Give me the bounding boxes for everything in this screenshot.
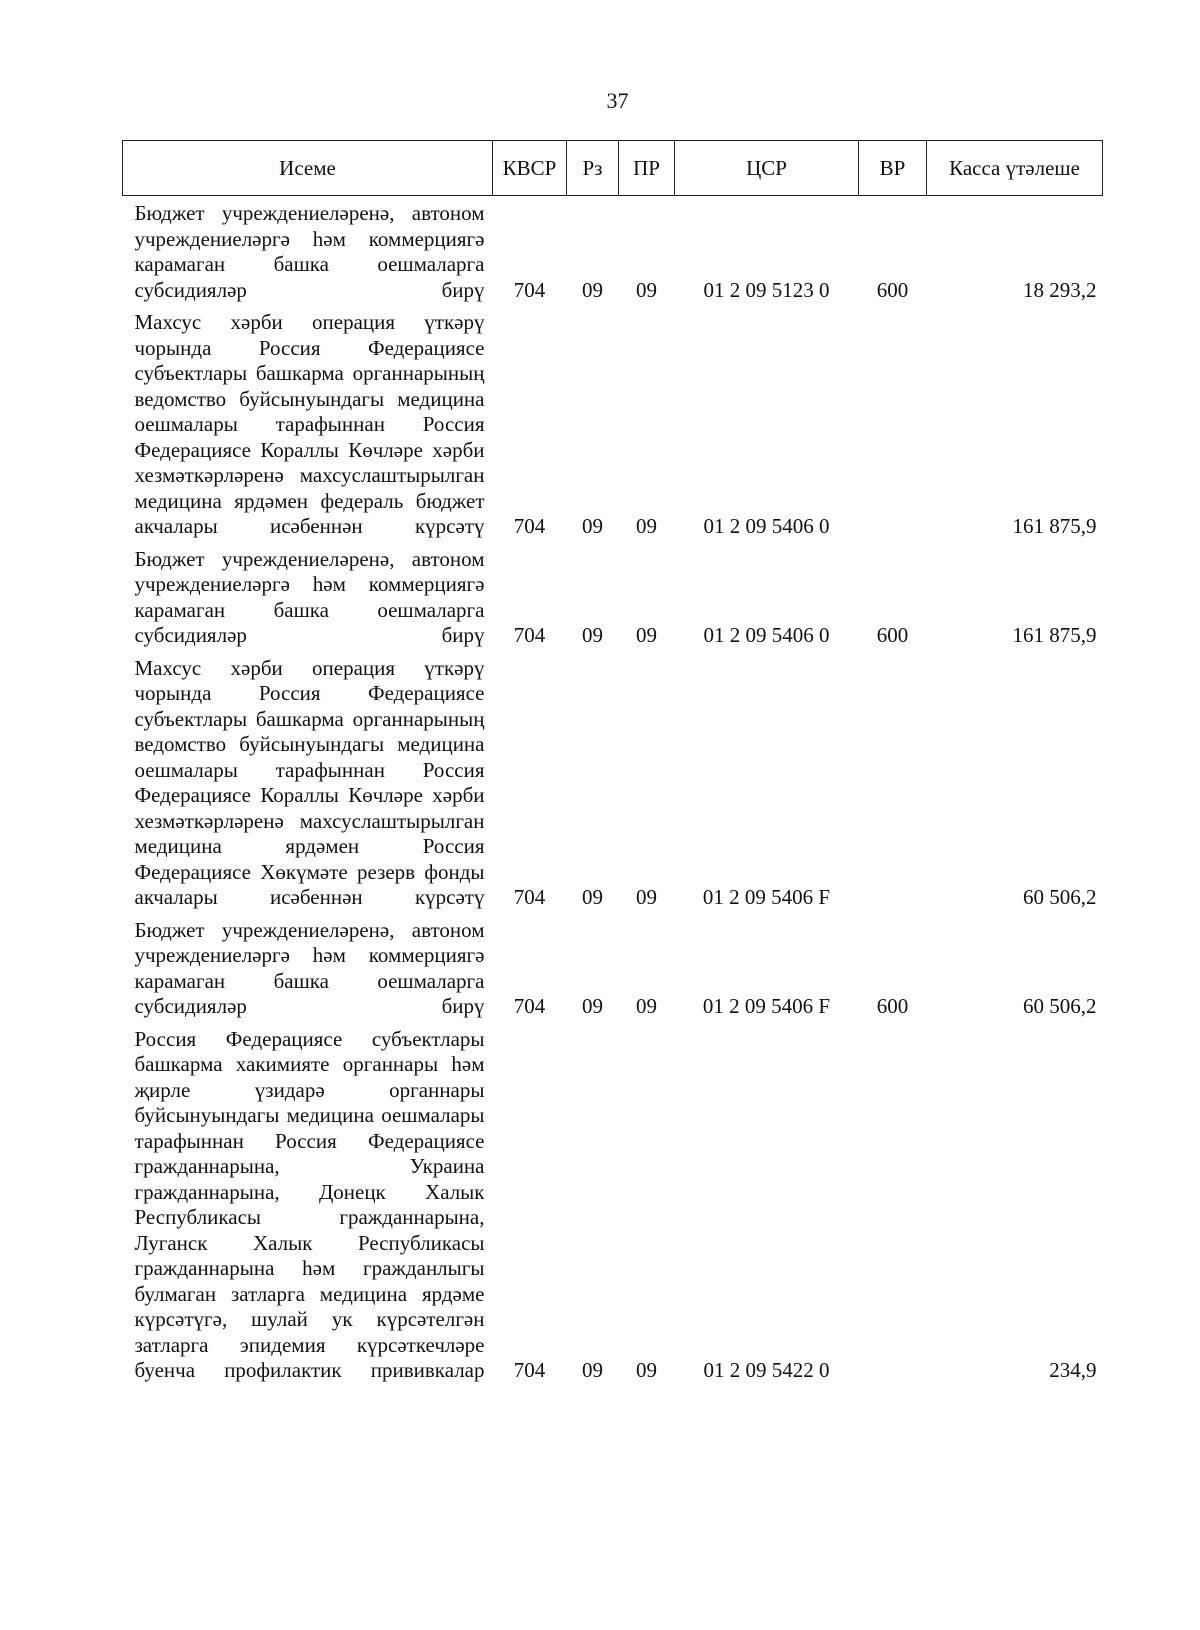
table-row: [123, 196, 1103, 309]
row-vr: [859, 654, 927, 916]
page-number: 37: [606, 88, 629, 113]
row-kassa: 60 506,2: [1023, 885, 1097, 909]
row-csr: 01 2 09 5406 F: [702, 994, 831, 1018]
row-name: Махсус хәрби операция үткәрү чорында Россия Федерациясе субъектлары башкарма органнарының ведомство буйсынуындагы медицина оешмалары тарафыннан Россия Федерациясе Кораллы Көчләре хәрби хезмәткәрләренә махсуслаштырылган медицина ярдәмен федераль бюджет акчалары исәбеннән күрсәтү: [134, 310, 485, 538]
row-csr: 01 2 09 5406 F: [702, 885, 831, 909]
row-name: Бюджет учреждениеләренә, автоном учреждениеләргә һәм коммерциягә карамаган башка оешмаларга субсидияләр бирү: [134, 917, 485, 1018]
row-csr: 01 2 09 5406 0: [703, 623, 830, 647]
table-header-row: [123, 141, 1103, 196]
row-vr: 600: [876, 623, 909, 647]
row-pr: 09: [636, 514, 657, 538]
row-vr: [859, 1025, 927, 1389]
row-pr: 09: [636, 885, 657, 909]
table-row: [123, 545, 1103, 654]
row-pr: 09: [636, 994, 657, 1018]
row-pr: 09: [636, 623, 657, 647]
row-rz: 09: [582, 514, 603, 538]
row-pr: 09: [636, 277, 657, 302]
row-rz: 09: [582, 1358, 603, 1382]
row-vr: 600: [876, 994, 909, 1018]
row-csr: 01 2 09 5123 0: [703, 277, 830, 302]
row-vr: 600: [876, 277, 909, 302]
row-kvsr: 704: [513, 994, 546, 1018]
row-csr: 01 2 09 5406 0: [703, 514, 830, 538]
row-name: Бюджет учреждениеләренә, автоном учреждениеләргә һәм коммерциягә карамаган башка оешмаларга субсидияләр бирү: [134, 546, 485, 647]
row-kassa: 60 506,2: [1023, 994, 1097, 1018]
row-kassa: 234,9: [1049, 1358, 1097, 1382]
header-kassa: Касса үтәлеше: [927, 141, 1103, 196]
table-row: [123, 654, 1103, 916]
table-row: [123, 916, 1103, 1025]
row-kvsr: 704: [513, 1358, 546, 1382]
row-name: Бюджет учреждениеләренә, автоном учреждениеләргә һәм коммерциягә карамаган башка оешмаларга субсидияләр бирү: [134, 201, 485, 302]
row-name: Россия Федерациясе субъектлары башкарма хакимияте органнары һәм җирле үзидарә органнары буйсынуындагы медицина оешмалары тарафыннан Россия Федерациясе гражданнарына, Украина гражданнарына, Донецк Халык Республикасы гражданнарына, Луганск Халык Республикасы гражданнарына һәм гражданлыгы булмаган затларга медицина ярдәме күрсәтүгә, шулай ук күрсәтелгән затларга эпидемия күрсәткечләре буенча профилактик прививкалар: [134, 1026, 485, 1382]
row-kvsr: 704: [513, 885, 546, 909]
header-rz: Рз: [567, 141, 619, 196]
row-kvsr: 704: [513, 514, 546, 538]
table-row: [123, 1025, 1103, 1389]
row-vr: [859, 308, 927, 545]
row-rz: 09: [582, 277, 603, 302]
row-pr: 09: [636, 1358, 657, 1382]
header-name: Исеме: [123, 141, 493, 196]
row-kassa: 18 293,2: [1023, 277, 1097, 302]
row-rz: 09: [582, 994, 603, 1018]
row-kvsr: 704: [513, 623, 546, 647]
header-kvsr: КВСР: [493, 141, 567, 196]
row-kvsr: 704: [513, 277, 546, 302]
row-rz: 09: [582, 623, 603, 647]
row-kassa: 161 875,9: [1012, 623, 1097, 647]
budget-table: [122, 140, 1103, 1389]
row-name: Махсус хәрби операция үткәрү чорында Россия Федерациясе субъектлары башкарма органнарының ведомство буйсынуындагы медицина оешмалары тарафыннан Россия Федерациясе Кораллы Көчләре хәрби хезмәткәрләренә махсуслаштырылган медицина ярдәмен Россия Федерациясе Хөкүмәте резерв фонды акчалары исәбеннән күрсәтү: [134, 655, 485, 909]
table-row: [123, 308, 1103, 545]
header-pr: ПР: [619, 141, 675, 196]
header-vr: ВР: [859, 141, 927, 196]
row-csr: 01 2 09 5422 0: [703, 1358, 830, 1382]
row-kassa: 161 875,9: [1012, 514, 1097, 538]
row-rz: 09: [582, 885, 603, 909]
header-csr: ЦСР: [675, 141, 859, 196]
